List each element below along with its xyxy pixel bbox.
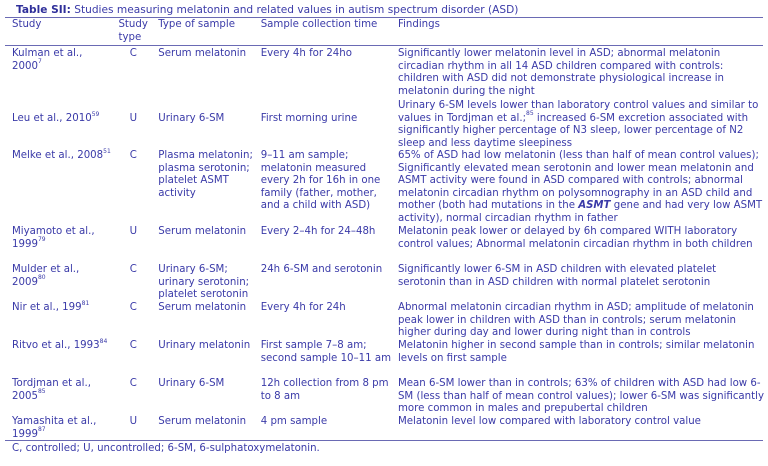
cell-study: Yamashita et al., 1999$^{87}$ xyxy=(12,416,97,440)
cell-study-type: C xyxy=(129,48,137,59)
cell-findings: Abnormal melatonin circadian rhythm in ASD; amplitude of melatonin peak lower in children with ASD than in controls; serum melatonin higher during day and lower during night than in controls xyxy=(397,302,754,339)
reference-number: 85 xyxy=(37,388,46,396)
gene-name: ASMT xyxy=(578,200,611,212)
header-rule xyxy=(5,45,763,46)
header-collection-time: Sample collection time xyxy=(260,19,378,30)
reference-number: 80 xyxy=(37,274,46,282)
header-sample-type: Type of sample xyxy=(158,19,235,30)
cell-sample-type: Plasma melatonin; plasma serotonin; platelet ASMT activity xyxy=(158,150,253,199)
cell-study-type: U xyxy=(129,226,138,237)
header-study-type xyxy=(118,19,158,44)
cell-collection-time: 24h 6-SM and serotonin xyxy=(260,264,383,275)
table-row xyxy=(12,264,764,302)
cell-collection-time: 12h collection from 8 pm to 8 am xyxy=(260,378,389,402)
cell-study-type: U xyxy=(129,113,138,124)
table-row xyxy=(12,100,764,150)
table-row xyxy=(12,378,764,416)
cell-study: Melke et al., 2008$^{51}$ xyxy=(12,147,111,161)
table-label: Table SII: xyxy=(16,4,71,16)
table-header xyxy=(12,19,764,45)
cell-study: Ritvo et al., 1993$^{84}$ xyxy=(12,337,108,351)
cell-study-type: C xyxy=(129,302,137,313)
cell-sample-type: Urinary 6-SM xyxy=(158,113,225,124)
header-findings: Findings xyxy=(397,19,440,30)
cell-study: Tordjman et al., 2005$^{85}$ xyxy=(12,378,91,402)
cell-findings: Mean 6-SM lower than in controls; 63% of children with ASD had low 6-SM (less than half of mean control values); lower 6-SM was significantly more common in males and prepubertal children xyxy=(397,378,764,415)
cell-study: Kulman et al., 2000$^7$ xyxy=(12,48,83,72)
cell-collection-time: Every 4h for 24h xyxy=(260,302,346,313)
bottom-rule xyxy=(5,440,763,441)
table-caption xyxy=(16,4,766,17)
top-rule xyxy=(5,17,763,18)
reference-number: 87 xyxy=(37,426,46,434)
reference-number: 51 xyxy=(103,147,111,155)
cell-study: Leu et al., 2010$^{59}$ xyxy=(12,110,100,124)
cell-findings: Melatonin higher in second sample than in controls; similar melatonin levels on first sample xyxy=(397,340,755,364)
cell-sample-type: Urinary 6-SM; urinary serotonin; platelet serotonin xyxy=(158,264,250,301)
reference-number: 81 xyxy=(81,299,90,307)
table-row xyxy=(12,337,764,378)
table-body xyxy=(12,48,764,444)
cell-study-type: C xyxy=(129,150,137,161)
reference-number: 7 xyxy=(37,58,42,66)
header-study: Study xyxy=(12,19,42,30)
table-title: Studies measuring melatonin and related values in autism spectrum disorder (ASD) xyxy=(70,4,519,16)
table-footnote: C, controlled; U, uncontrolled; 6-SM, 6-sulphatoxymelatonin. xyxy=(12,443,320,454)
cell-findings: Significantly lower 6-SM in ASD children with elevated platelet serotonin than in ASD children with normal platelet serotonin xyxy=(397,264,717,288)
cell-findings: 65% of ASD had low melatonin (less than half of mean control values); Significantly elevated mean serotonin and lower mean melatonin and ASMT activity were found in ASD compared with controls; abnormal melatonin circadian rhythm on polysomnography in an ASD child and mother (both had mutations in the ASMT gene and had very low ASMT activity), normal circadian rhythm in father xyxy=(397,150,763,224)
cell-collection-time: Every 2–4h for 24–48h xyxy=(260,226,376,237)
cell-findings: Significantly lower melatonin level in ASD; abnormal melatonin circadian rhythm in all 14 ASD children compared with controls: children with ASD did not demonstrate physiological increase in melatonin during the night xyxy=(397,48,725,97)
cell-study-type: U xyxy=(129,416,138,427)
table-row xyxy=(12,299,764,340)
reference-number: 59 xyxy=(91,110,100,118)
cell-sample-type: Urinary 6-SM xyxy=(158,378,225,389)
table-row xyxy=(12,226,764,264)
cell-study-type: C xyxy=(129,378,137,389)
cell-findings: Melatonin peak lower or delayed by 6h compared WITH laboratory control values; Abnormal melatonin circadian rhythm in both children xyxy=(397,226,753,250)
cell-sample-type: Serum melatonin xyxy=(158,226,247,237)
cell-collection-time: 4 pm sample xyxy=(260,416,328,427)
reference-number: 84 xyxy=(99,337,108,345)
cell-collection-time: 9–11 am sample; melatonin measured every 2h for 16h in one family (father, mother, and a child with ASD) xyxy=(260,150,381,212)
header-row xyxy=(12,19,764,45)
cell-study: Nir et al., $199^{81}$ xyxy=(12,299,90,313)
cell-collection-time: Every 4h for 24ho xyxy=(260,48,352,59)
cell-findings: Urinary 6-SM levels lower than laboratory control values and similar to values in Tordjman et al.;$^{85}$ increased 6-SM excretion associated with significantly higher percentage of N3 sleep, lower percentage of N2 sleep and less daytime sleepiness xyxy=(397,100,759,149)
reference-number: 85 xyxy=(526,110,534,118)
header-study-type-line2: type xyxy=(118,31,142,43)
cell-sample-type: Urinary melatonin xyxy=(158,340,251,351)
cell-study-type: C xyxy=(129,340,137,351)
header-study-type-line1: Study xyxy=(118,19,148,30)
cell-collection-time: First morning urine xyxy=(260,113,358,124)
cell-collection-time: First sample 7–8 am; second sample 10–11 am xyxy=(260,340,391,364)
cell-sample-type: Serum melatonin xyxy=(158,416,247,427)
table-row xyxy=(12,147,764,226)
cell-study-type: C xyxy=(129,264,137,275)
cell-study: Mulder et al., 2009$^{80}$ xyxy=(12,264,80,288)
cell-study: Miyamoto et al., 1999$^{79}$ xyxy=(12,226,95,250)
table-row xyxy=(12,48,764,100)
reference-number: 79 xyxy=(37,236,46,244)
cell-sample-type: Serum melatonin xyxy=(158,48,247,59)
cell-sample-type: Serum melatonin xyxy=(158,302,247,313)
cell-findings: Melatonin level low compared with laboratory control value xyxy=(397,416,701,427)
